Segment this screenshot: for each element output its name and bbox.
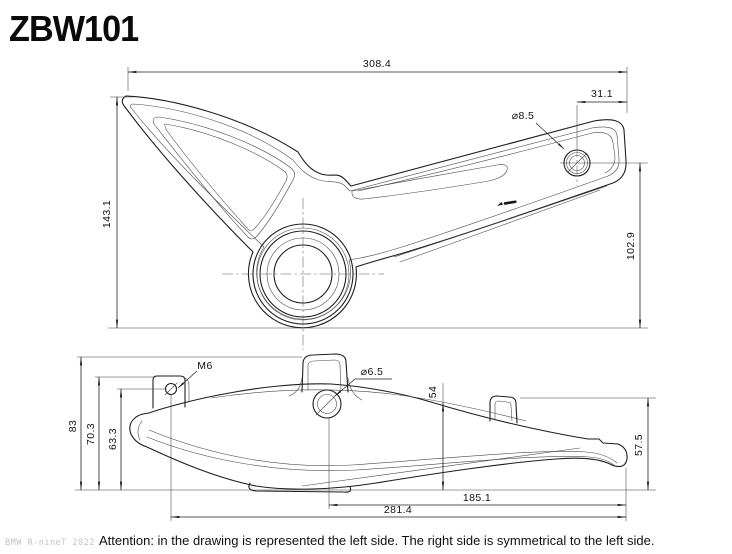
top-view-tip-inner-corner <box>592 132 615 173</box>
side-view-surface-line-1 <box>149 430 617 466</box>
side-view-outline <box>130 384 627 489</box>
side-view <box>67 354 656 521</box>
rear-bracket <box>490 396 517 423</box>
hole-diameter-leader <box>536 123 564 149</box>
mount-hole-slash <box>568 153 587 172</box>
center-bracket-inner <box>308 360 341 390</box>
side-view-nose-inner <box>138 421 142 440</box>
center-bracket-fillets <box>289 378 362 400</box>
dim-rear-height-label: 57.5 <box>633 433 645 457</box>
top-view-cutout-outer <box>153 117 294 239</box>
dim-bracket-top-height-label: 70.3 <box>85 422 97 446</box>
top-view-dimensions <box>101 58 648 328</box>
side-view-surface-line-3 <box>211 390 526 421</box>
attention-note: Attention: in the drawing is represented the left side. The right side is symmetrical to the left side. <box>99 533 655 548</box>
side-view-inner-edge-diagonal <box>302 448 580 486</box>
thread-leader <box>178 371 197 388</box>
top-view-arm-slot <box>352 165 507 200</box>
side-view-surface-line-2 <box>147 437 614 471</box>
top-view-outline <box>122 96 626 328</box>
dim-center-height-label: 54 <box>427 385 439 399</box>
dim-center-hole-diameter-label: ⌀6.5 <box>360 366 384 378</box>
top-view-part <box>122 96 626 350</box>
dim-bracket-to-tip-label: 281.4 <box>383 504 413 516</box>
dim-hole-to-tip-label: 185.1 <box>462 492 492 504</box>
rear-bracket-inner <box>495 401 512 421</box>
rizoma-logo-mark <box>496 200 516 206</box>
dim-overall-height-side-label: 83 <box>67 419 79 433</box>
extension-lines-side-view <box>75 357 656 521</box>
dim-thread-label: M6 <box>197 360 213 372</box>
top-view-inner-rim <box>130 104 619 319</box>
side-view-dimensions <box>67 357 656 521</box>
dim-bracket-hole-height-label: 63.3 <box>107 427 119 451</box>
front-bracket <box>153 376 185 408</box>
page-title: ZBW101 <box>9 8 139 49</box>
dim-overall-height-label: 143.1 <box>101 199 113 229</box>
dim-hole-offset-label: 31.1 <box>590 88 614 100</box>
top-view <box>101 58 648 350</box>
top-view-cutout-inner <box>165 124 287 231</box>
dim-hole-diameter-label: ⌀8.5 <box>511 110 535 122</box>
dim-hole-height-label: 102.9 <box>625 231 637 261</box>
watermark-text: BMW R-nineT 2022 <box>5 538 95 548</box>
dim-overall-width-label: 308.4 <box>362 58 392 70</box>
